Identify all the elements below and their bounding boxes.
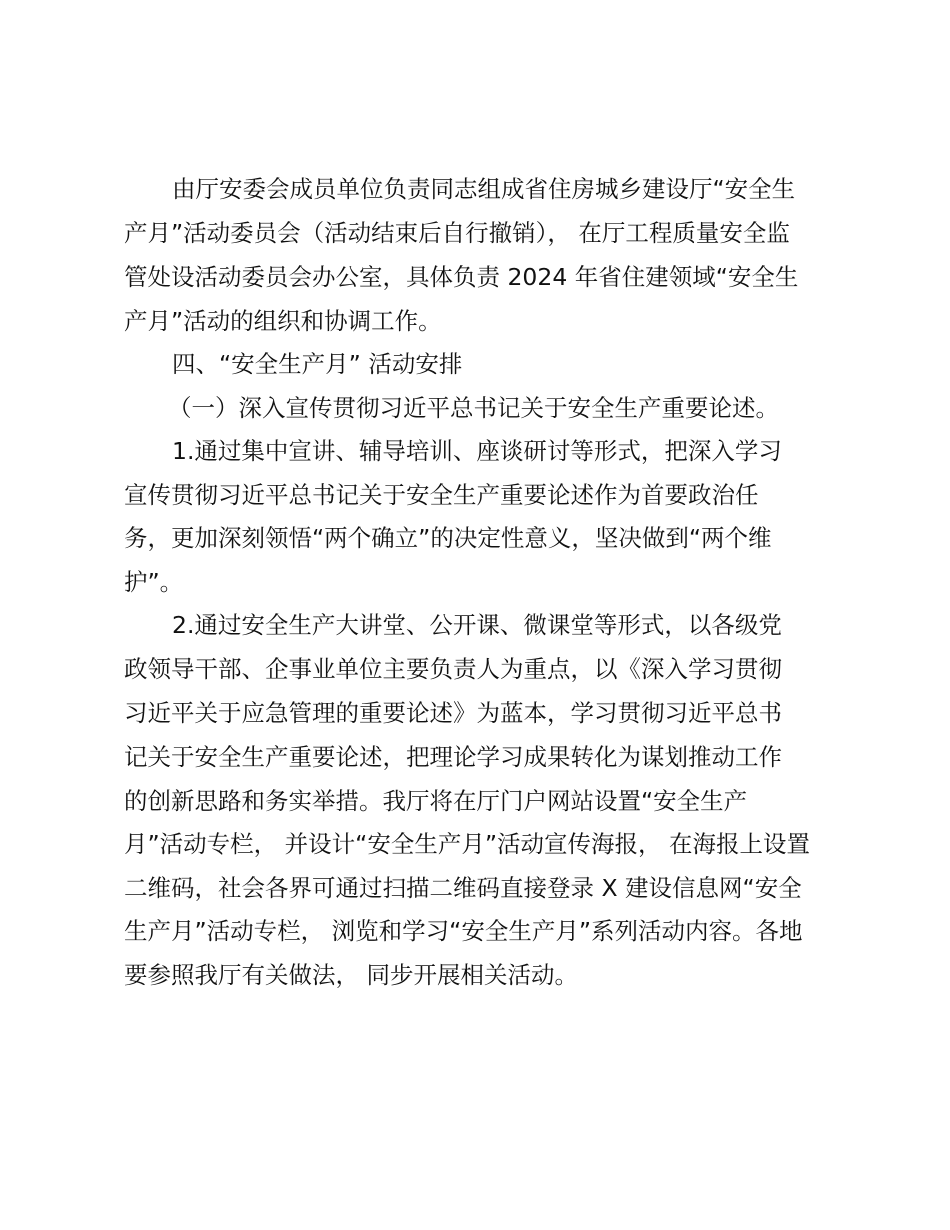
item-1-line-4: 护”。 [124, 568, 184, 596]
item-2-line-1: 2.通过安全生产大讲堂、公开课、微课堂等形式，以各级党 [172, 611, 782, 639]
item-2-line-2: 政领导干部、企事业单位主要负责人为重点，以《深入学习贯彻 [124, 655, 782, 683]
item-2-line-8: 生产月”活动专栏， 浏览和学习“安全生产月”系列活动内容。各地 [124, 917, 803, 945]
item-2-line-7: 二维码，社会各界可通过扫描二维码直接登录 X 建设信息网“安全 [124, 874, 802, 902]
item-1-line-2: 宣传贯彻习近平总书记关于安全生产重要论述作为首要政治任 [124, 481, 759, 509]
paragraph-1-line-3: 管处设活动委员会办公室，具体负责 2024 年省住建领域“安全生 [124, 263, 799, 291]
item-1-line-1: 1.通过集中宣讲、辅导培训、座谈研讨等形式，把深入学习 [172, 437, 782, 465]
subsection-heading-1: （一）深入宣传贯彻习近平总书记关于安全生产重要论述。 [168, 394, 779, 422]
paragraph-1-line-1: 由厅安委会成员单位负责同志组成省住房城乡建设厅“安全生 [172, 175, 796, 203]
paragraph-1-line-4: 产月”活动的组织和协调工作。 [124, 307, 442, 335]
item-2-line-5: 的创新思路和务实举措。我厅将在厅门户网站设置“安全生产 [124, 787, 748, 815]
item-2-line-4: 记关于安全生产重要论述，把理论学习成果转化为谋划推动工作 [124, 743, 782, 771]
item-2-line-6: 月”活动专栏， 并设计“安全生产月”活动宣传海报， 在海报上设置 [124, 830, 810, 858]
paragraph-1-line-2: 产月”活动委员会（活动结束后自行撤销）， 在厅工程质量安全监 [124, 219, 790, 247]
section-heading-4: 四、“安全生产月” 活动安排 [172, 350, 463, 378]
item-2-line-9: 要参照我厅有关做法， 同步开展相关活动。 [124, 961, 578, 989]
item-1-line-3: 务，更加深刻领悟“两个确立”的决定性意义，坚决做到“两个维 [124, 524, 772, 552]
item-2-line-3: 习近平关于应急管理的重要论述》为蓝本，学习贯彻习近平总书 [124, 699, 782, 727]
